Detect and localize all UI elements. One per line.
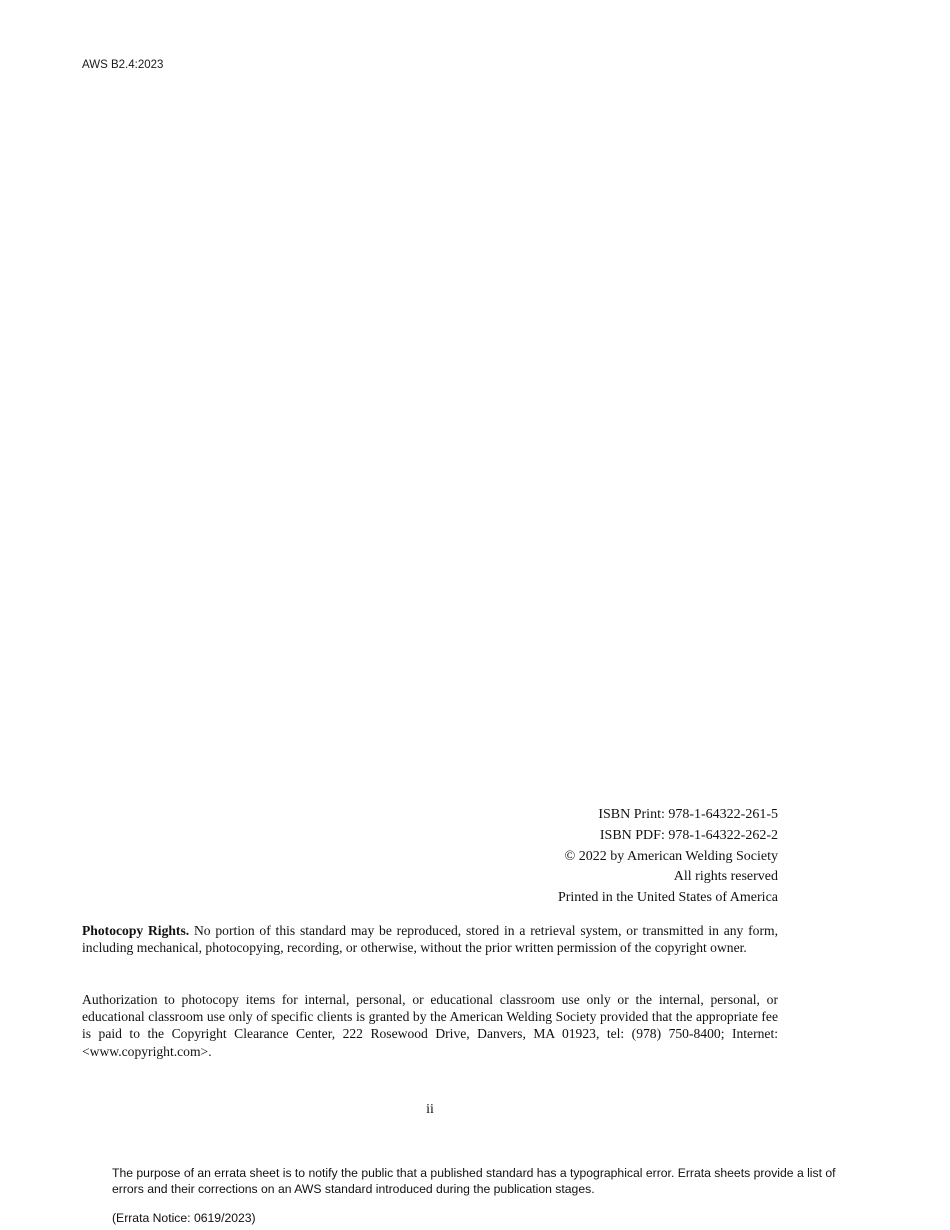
photocopy-rights-text: No portion of this standard may be reproduced, stored in a retrieval system, or transmitted in any form, including mechanical, photocopying, recording, or otherwise, without the prior written permission of the copyright owner.	[82, 923, 778, 956]
errata-explanation: The purpose of an errata sheet is to notify the public that a published standard has a typographical error. Errata sheets provide a list of errors and their corrections on an AWS standard introduced during the publication stages.	[112, 1166, 836, 1196]
publication-info-block	[558, 805, 778, 909]
standard-code-header: AWS B2.4:2023	[82, 59, 164, 71]
authorization-paragraph: Authorization to photocopy items for internal, personal, or educational classroom use only or the internal, personal, or educational classroom use only of specific clients is granted by the American Welding Society provided that the appropriate fee is paid to the Copyright Clearance Center, 222 Rosewood Drive, Danvers, MA 01923, tel: (978) 750-8400; Internet: <www.copyright.com>.	[82, 992, 778, 1059]
page-number: ii	[426, 1102, 434, 1117]
isbn-print: ISBN Print: 978-1-64322-261-5	[598, 807, 778, 822]
printed-in-line: Printed in the United States of America	[557, 890, 778, 906]
rights-reserved-line: All rights reserved	[673, 869, 778, 885]
photocopy-rights-paragraph	[82, 922, 778, 956]
errata-notice: (Errata Notice: 0619/2023)	[112, 1211, 256, 1225]
copyright-line: © 2022 by American Welding Society	[564, 848, 778, 864]
photocopy-rights-heading: Photocopy Rights.	[82, 923, 190, 938]
isbn-pdf: ISBN PDF: 978-1-64322-262-2	[599, 827, 778, 843]
